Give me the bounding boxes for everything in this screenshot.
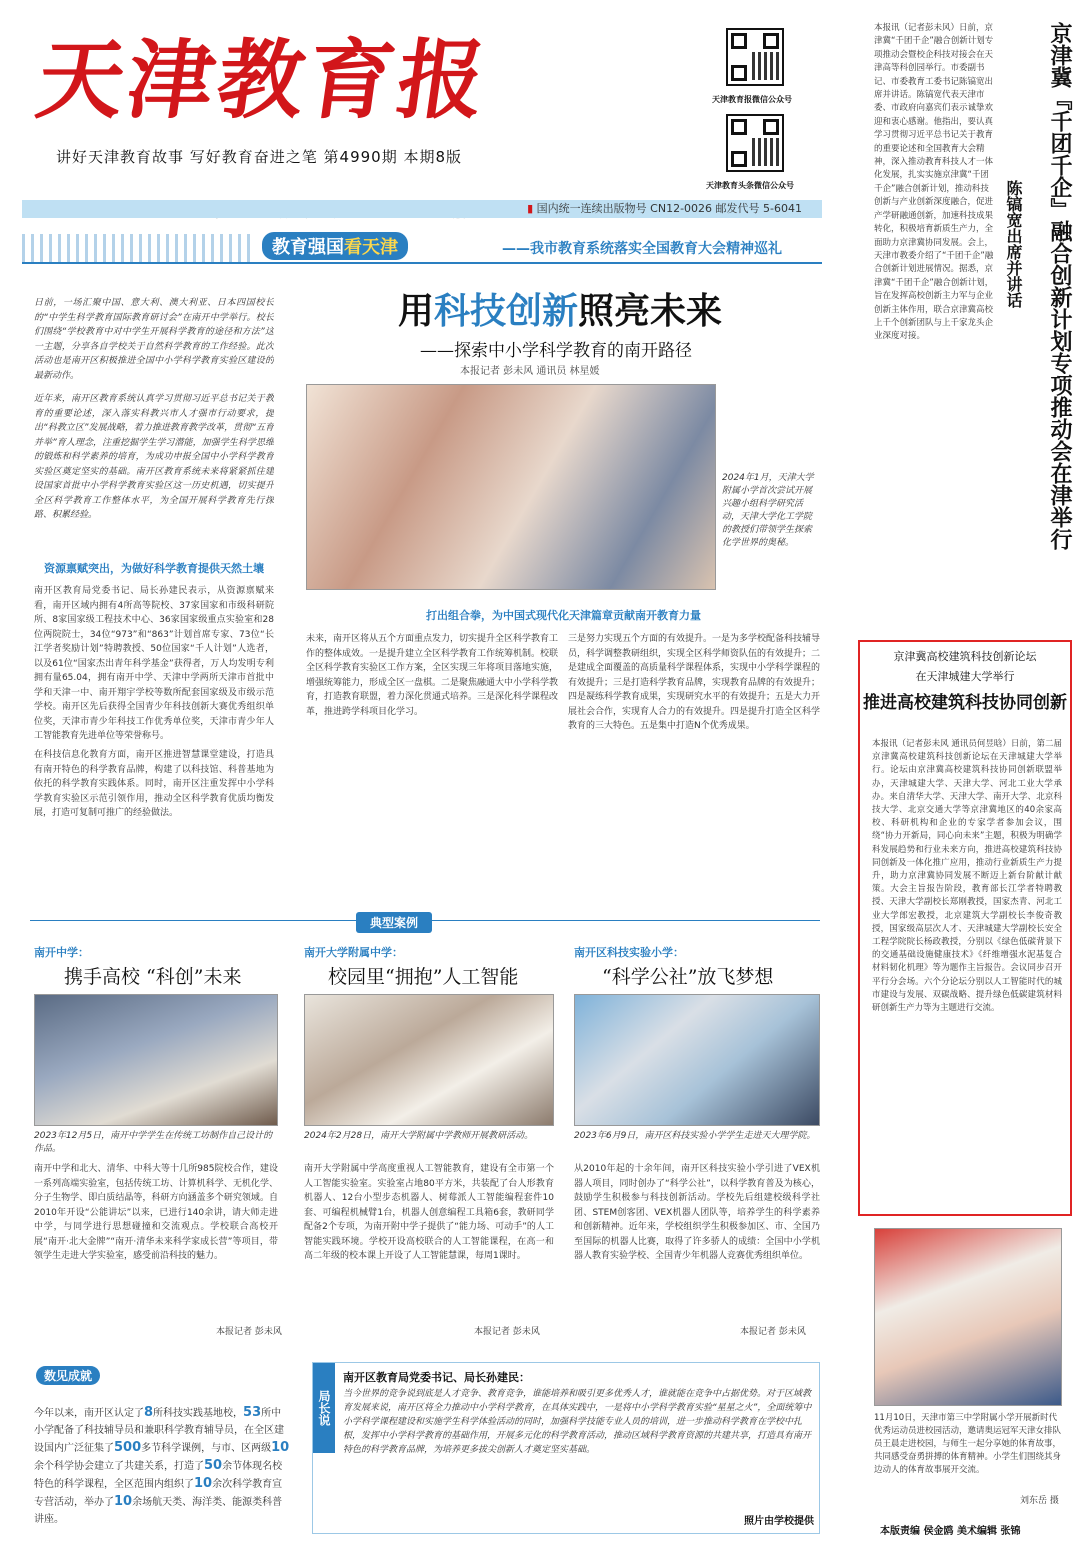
ach-text: 余节体现名校特色的科学课程，全区范围内组织了 — [34, 1461, 283, 1490]
ach-number: 50 — [204, 1458, 223, 1473]
case1-photo — [34, 994, 278, 1126]
ach-text: 多节科学课例，与市、区两级 — [141, 1443, 272, 1454]
masthead — [30, 22, 690, 212]
chief-tag: 局长说 — [313, 1363, 335, 1453]
lead-intro-2: 近年来，南开区教育系统认真学习贯彻习近平总书记关于教育的重要论述，深入落实科教兴市人才强市行动要求，提出“科教立区”发展战略，着力推进教育教学改革，贯彻“五育并举”育人理念，注重挖掘学生学习潜能，加强学生科学思维的锻炼和科学素养的培育，为成功申报全国中小学科学教育实验区奠定坚实的基础。南开区教育系统未来将紧紧抓住建设国家首批中小学科学教育实验区这一历史机遇，切实提升全区科学教育工作整体水平，为全国开展科学教育先行探路、积累经验。 — [34, 394, 274, 520]
ach-number: 10 — [271, 1440, 290, 1455]
right-photo — [874, 1228, 1062, 1406]
photo-credit: 照片由学校提供 — [744, 1516, 814, 1527]
forum-kicker-2: 在天津城建大学举行 — [915, 670, 1015, 683]
banner-tag-part2: 看天津 — [344, 237, 398, 258]
forum-kicker-1: 京津冀高校建筑科技创新论坛 — [893, 650, 1037, 663]
case3-credit: 本报记者 彭未风 — [740, 1327, 806, 1337]
main-photo-caption: 2024年1月，天津大学附属小学首次尝试开展兴趣小组科学研究活动，天津大学化工学院的教授们带领学生探索化学世界的奥秘。 — [722, 473, 814, 548]
ach-text: 所中小学配备了科技辅导员和兼职科学教育辅导员，在全区建设国内广泛征集了 — [34, 1408, 284, 1454]
ach-number: 8 — [144, 1405, 154, 1420]
case1-body: 南开中学和北大、清华、中科大等十几所985院校合作，建设一系列高端实验室，包括传统工坊、计算机科学、无机化学、分子生物学、即白质结晶等，科研方向涵盖多个研究领域。自2010年开设“公能讲坛”以来，已进行140余讲，请大师走进中学，与同学进行思想碰撞和交流观点。学校联合高校开展“南开·北大金牌”“南开·清华未来科学家成长营”等项目，带领学生走进大学实验室，感受前沿科技的魅力。 — [34, 1164, 278, 1261]
right-photo-caption: 11月10日，天津市第三中学附属小学开展新时代优秀运动员进校园活动，邀请奥运冠军天津女排队员王晨走进校园，与师生一起分享她的体育故事，共同感受奋勇拼搏的体育精神。小学生们围绕其身边动人的体育故事展开交流。 — [874, 1413, 1062, 1475]
ach-text: 今年以来，南开区认定了 — [34, 1408, 144, 1419]
skyline-decoration-icon — [22, 234, 252, 262]
ach-number: 10 — [114, 1494, 133, 1509]
case2-photo — [304, 994, 554, 1126]
ach-text: 所科技实践基地校， — [153, 1408, 244, 1419]
right-vertical-headline: 京津冀『千团千企』融合创新计划专项推动会在津举行 — [1047, 22, 1072, 550]
right-photo-credit: 刘东岳 摄 — [1020, 1496, 1059, 1506]
achievements-label: 数见成就 — [36, 1366, 100, 1385]
headline-part: 用 — [397, 290, 434, 332]
case1-caption: 2023年12月5日，南开中学学生在传统工坊制作自己设计的作品。 — [34, 1131, 273, 1154]
case2-credit: 本报记者 彭未风 — [474, 1327, 540, 1337]
cn-number: 国内统一连续出版物号 CN12-0026 邮发代号 5-6041 — [536, 202, 802, 215]
right-vertical-subheadline: 陈镐宽出席并讲话 — [1004, 180, 1023, 308]
right-article-body: 本报讯（记者彭未风）日前，京津冀“千团千企”融合创新计划专项推动会暨校企科技对接会在天津高等科创园举行。市委副书记、市委教育工委书记陈镐宽出席并讲话。陈镐宽代表天津市委、市政府向嘉宾们表示诚挚欢迎和衷心感谢。他指出，要认真学习贯彻习近平总书记关于教育的重要论述和全国教育大会精神，深入推动教育科技人才一体化发展，扎实实施京津冀“千团千企”融合创新计划，推动科技创新与产业创新深度融合，促进产学研融通创新，加速科技成果转化，积极培育新质生产力，全面助力京津冀协同发展。会上，天津市教委介绍了“千团千企”融合创新计划进展情况。据悉，京津冀“千团千企”融合创新计划，旨在发挥高校创新主力军与企业创新主体作用，联合京津冀高校上千个创新团队与上千家龙头企业深度对接。 — [874, 23, 994, 342]
case3-photo — [574, 994, 820, 1126]
main-photo — [306, 384, 716, 590]
case3-title: “科学公社”放飞梦想 — [602, 966, 774, 988]
lead-subtitle: ——探索中小学科学教育的南开路径 — [420, 341, 692, 361]
mid-section-caption: 打出组合拳，为中国式现代化天津篇章贡献南开教育力量 — [426, 609, 701, 622]
chief-title: 南开区教育局党委书记、局长孙建民： — [343, 1371, 530, 1384]
page-footer-editors: 本版责编 侯金鸥 美术编辑 张锦 — [880, 1526, 1021, 1537]
section1-title: 资源禀赋突出，为做好科学教育提供天然土壤 — [44, 562, 264, 575]
case1-title: 携手高校 “科创”未来 — [64, 966, 242, 988]
ach-text: 余个科学协会建立了共建关系，打造了 — [34, 1461, 204, 1472]
ach-number: 10 — [194, 1476, 213, 1491]
cn-number-bar: ▮ 国内统一连续出版物号 CN12-0026 邮发代号 5-6041 — [22, 200, 822, 218]
case1-credit: 本报记者 彭未风 — [216, 1327, 282, 1337]
section1-body: 南开区教育局党委书记、局长孙建民表示，从资源禀赋来看，南开区域内拥有4所高等院校、37家国家和市级科研院所、8家国家级工程技术中心、36家国家级重点实验室和28位两院院士，34位“973”和“863”计划首席专家、73位“长江学者奖励计划”特聘教授、50位国家“千人计划”人选者，以及61位“国家杰出青年科学基金”获得者，万人均发明专利拥有量65.04，拥有南开中学、天津中学两所天津市首批中学和天津一中、南开翔宇学校等数所配套国家级及市级示范学校。南开区先后获得全国青少年科技创新大赛优秀组织单位奖，天津市青少年科技工作优秀单位奖，天津市青少年人工智能教育先进单位等荣誉称号。 — [34, 586, 274, 741]
chief-body: 当今世界的竞争说到底是人才竞争、教育竞争，谁能培养和吸引更多优秀人才，谁就能在竞争中占据优势。对于区域教育发展来说，南开区将全力推动中小学科学教育，在具体实践中，一是将中小学科学教育实验“星星之火”，全面统筹中小学科学课程建设和实施学生科学体验活动的同时，加强科学技能专业人员的培训，进一步推动科学教育在学校中扎根，发挥中小学科学教育的基础作用，开展多元化的科学教育活动，推动区域科学教育资源的共建共享，打造具有南开特色的科学教育品牌，为培养更多拔尖创新人才奠定坚实基础。 — [343, 1389, 812, 1455]
case2-body: 南开大学附属中学高度重视人工智能教育，建设有全市第一个人工智能实验室。实验室占地80平方米，共装配了台人形教育机器人、12台小型步态机器人、树莓派人工智能编程套件10套、可编程机械臂1台，机器人创意编程工具箱6套，教研同学配备2个专项，为南开附中学子提供了“能力场、可动手”的人工智能实践环境。学校开设高校联合的人工智能课程，在高一和高二年级的校本课上开设了人工智能慧课，每周1课时。 — [304, 1164, 554, 1261]
newspaper-logo: 天津教育报 — [30, 30, 496, 131]
cases-label: 典型案例 — [356, 912, 432, 933]
ach-number: 53 — [243, 1405, 262, 1420]
forum-headline: 推进高校建筑科技协同创新 — [863, 693, 1067, 713]
headline-part: 照亮未来 — [578, 290, 723, 332]
banner-subtitle: ——我市教育系统落实全国教育大会精神巡礼 — [502, 241, 782, 257]
case2-caption: 2024年2月28日，南开大学附属中学教师开展教研活动。 — [304, 1131, 534, 1141]
case3-body: 从2010年起的十余年间，南开区科技实验小学引进了VEX机器人项目，同时创办了“科学公社”，以科学教育普及为核心，鼓励学生积极参与科技创新活动。学校先后组建校级科学社团、STEM创客团、VEX机器人团队等，培养学生的科学素养和创新精神。近年来，学校组织学生积极参加区、市、全国乃至国际的机器人比赛，取得了许多骄人的成绩：全国中小学机器人教育实验学校、全国青少年机器人竞赛优秀组织单位。 — [574, 1164, 820, 1261]
mid-col-1: 未来，南开区将从五个方面重点发力，切实提升全区科学教育工作的整体成效。一是提升建立全区科学教育工作统筹机制。校联全区科学教育实验区工作方案，全区实现三年将项目落地实施，增强统筹能力，形成全区一盘棋。二是聚焦融通大中小学科学教育，打造教育联盟，着力深化贯通式培养。三是深化科学课程改革，推进跨学科项目化学习。 — [306, 634, 558, 717]
lead-byline: 本报记者 彭未风 通讯员 林星媛 — [460, 366, 600, 377]
case3-kicker: 南开区科技实验小学： — [574, 946, 684, 959]
masthead-slogan: 讲好天津教育故事 写好教育奋进之笔 第4990期 本期8版 — [56, 148, 463, 166]
forum-body: 本报讯（记者彭未风 通讯员何昱晗）日前，第二届京津冀高校建筑科技创新论坛在天津城建大学举行。论坛由京津冀高校建筑科技协同创新联盟举办，天津城建大学、天津大学、河北工业大学承办。来自清华大学、天津大学、南开大学、北京科技大学、北京交通大学等京津冀地区的40余家高校、科研机构和企业的专家学者参加会议，围绕“协力开新局，同心向未来”主题，积极为明确学科发展趋势和行业未来方向，推进高校建筑科技协同创新及一体化推广应用，推动行业新质生产力提升，助力京津冀协同发展不断迈上新台阶献计献策。大会主旨报告阶段，教育部长江学者特聘教授、天津大学副校长郑刚教授，国家杰青、河北工业大学郎宏教授，北京建筑大学副校长李俊奇教授，国家级高层次人才、天津城建大学副校长安全工程学院院长杨政教授，分别以《绿色低碳背景下的交通基础设施健康技术》《纤维增强水泥基复合材料韧化机理》等为题作主旨报告。会议同步召开平行分会场。六个分论坛分别以人工智能时代的城市建设与发展、双碳战略、提升绿色低碳建筑材料研创新生产力等为主题进行交流。 — [872, 739, 1062, 1014]
section1-body-2: 在科技信息化教育方面，南开区推进智慧课堂建设，打造具有南开特色的科学教育品牌，构建了以科技馆、科普基地为依托的科学教育实践体系。同时，南开区注重发挥中小学科学教育实验区示范引领作用，推动全区科学教育优质均衡发展，打造可复制可推广的经验做法。 — [34, 750, 274, 818]
qr1-label: 天津教育报微信公众号 — [712, 95, 792, 104]
achievements-text — [34, 1404, 290, 1528]
qr2-label: 天津教育头条微信公众号 — [706, 181, 794, 190]
case2-title: 校园里“拥抱”人工智能 — [328, 966, 519, 988]
lead-intro: 日前，一场汇聚中国、意大利、澳大利亚、日本四国校长的“中学生科学教育国际教育研讨会”在南开中学举行。校长们围绕“学校教育中对中学生开展科学教育的途径和方法”这一主题，分享各自学校关于自然科学教育的工作经验。此次活动也是南开区积极推进全国中小学科学教育实验区建设的最新动作。 — [34, 298, 274, 381]
chief-quote-box — [312, 1362, 820, 1534]
case2-kicker: 南开大学附属中学： — [304, 946, 403, 959]
ach-number: 500 — [114, 1440, 142, 1455]
qr-code-icon[interactable] — [726, 28, 784, 86]
headline-highlight: 科技创新 — [433, 290, 578, 332]
ach-text: 余次科学教育宣专营活动，举办了 — [34, 1479, 283, 1508]
mid-col-2: 三是努力实现五个方面的有效提升。一是为多学校配备科技辅导员，科学调整教研组织，实现全区科学师资队伍的有效提升；二是建成全面覆盖的高质量科学课程体系，实现中小学科学课程的有效提升；三是打造科学教育品牌，实现教育品牌的有效提升；四是凝练科学教育成果，实现研究水平的有效提升；五是大力开展社会合作，实现育人合力的有效提升。四是提升打造全区科学教育的三大特色。五是集中打造N个优秀成果。 — [568, 634, 820, 731]
banner-tag-part1: 教育强国 — [272, 237, 344, 258]
case1-kicker: 南开中学： — [34, 946, 89, 959]
ach-text: 余场航天类、海洋类、能源类科普讲座。 — [34, 1497, 283, 1525]
achievements-box — [30, 1362, 294, 1534]
case3-caption: 2023年6月9日，南开区科技实验小学学生走进天大理学院。 — [574, 1131, 816, 1141]
banner-tag — [262, 232, 408, 260]
forum-article-box — [858, 640, 1072, 1216]
section-banner — [22, 226, 822, 264]
lead-headline — [310, 283, 810, 334]
qr-code-icon[interactable] — [726, 114, 784, 172]
